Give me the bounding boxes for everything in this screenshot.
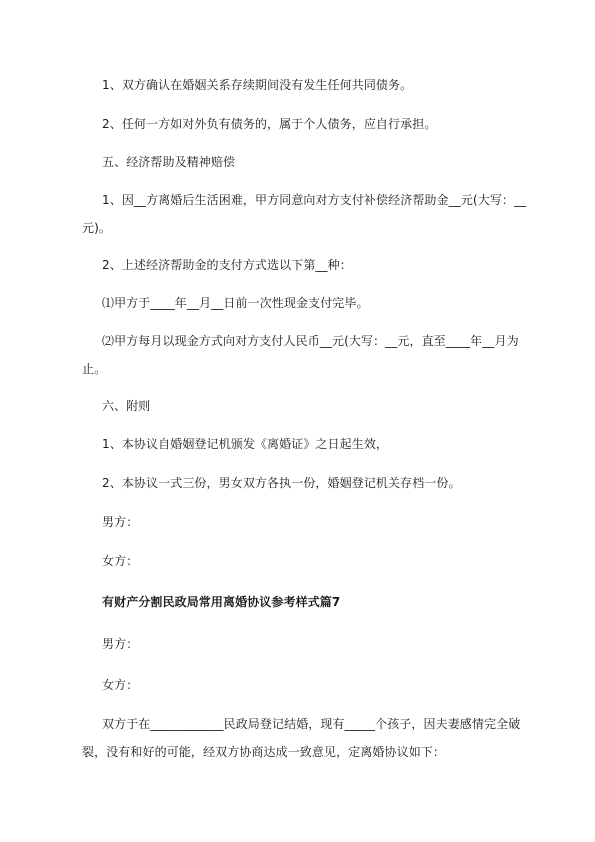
section-title: 有财产分割民政局常用离婚协议参考样式篇7 bbox=[102, 595, 341, 609]
paragraph: ⑵甲方每月以现金方式向对方支付人民币__元(大写：__元，直至____年__月为止。 bbox=[82, 334, 519, 376]
section-heading: 五、经济帮助及精神赔偿 bbox=[102, 155, 236, 169]
paragraph: ⑴甲方于____年__月__日前一次性现金支付完毕。 bbox=[102, 296, 369, 310]
signature-line-female: 女方： bbox=[102, 554, 139, 568]
paragraph: 1、本协议自婚姻登记机颁发《离婚证》之日起生效， bbox=[102, 437, 389, 451]
section-heading: 六、附则 bbox=[102, 399, 151, 413]
paragraph: 2、上述经济帮助金的支付方式选以下第__种： bbox=[102, 258, 352, 272]
signature-line-male: 男方： bbox=[102, 515, 139, 529]
signature-line-female: 女方： bbox=[102, 678, 139, 692]
paragraph: 2、本协议一式三份，男女双方各执一份，婚姻登记机关存档一份。 bbox=[102, 476, 461, 490]
signature-line-male: 男方： bbox=[102, 637, 139, 651]
paragraph: 2、任何一方如对外负有债务的，属于个人债务，应自行承担。 bbox=[102, 117, 437, 131]
paragraph: 1、因__方离婚后生活困难，甲方同意向对方支付补偿经济帮助金__元(大写：__元)。 bbox=[82, 193, 527, 235]
paragraph: 双方于在____________民政局登记结婚，现有_____个孩子，因夫妻感情完全破裂，没有和好的可能，经双方协商达成一致意见，定离婚协议如下： bbox=[82, 717, 521, 759]
paragraph: 1、双方确认在婚姻关系存续期间没有发生任何共同债务。 bbox=[102, 78, 413, 92]
